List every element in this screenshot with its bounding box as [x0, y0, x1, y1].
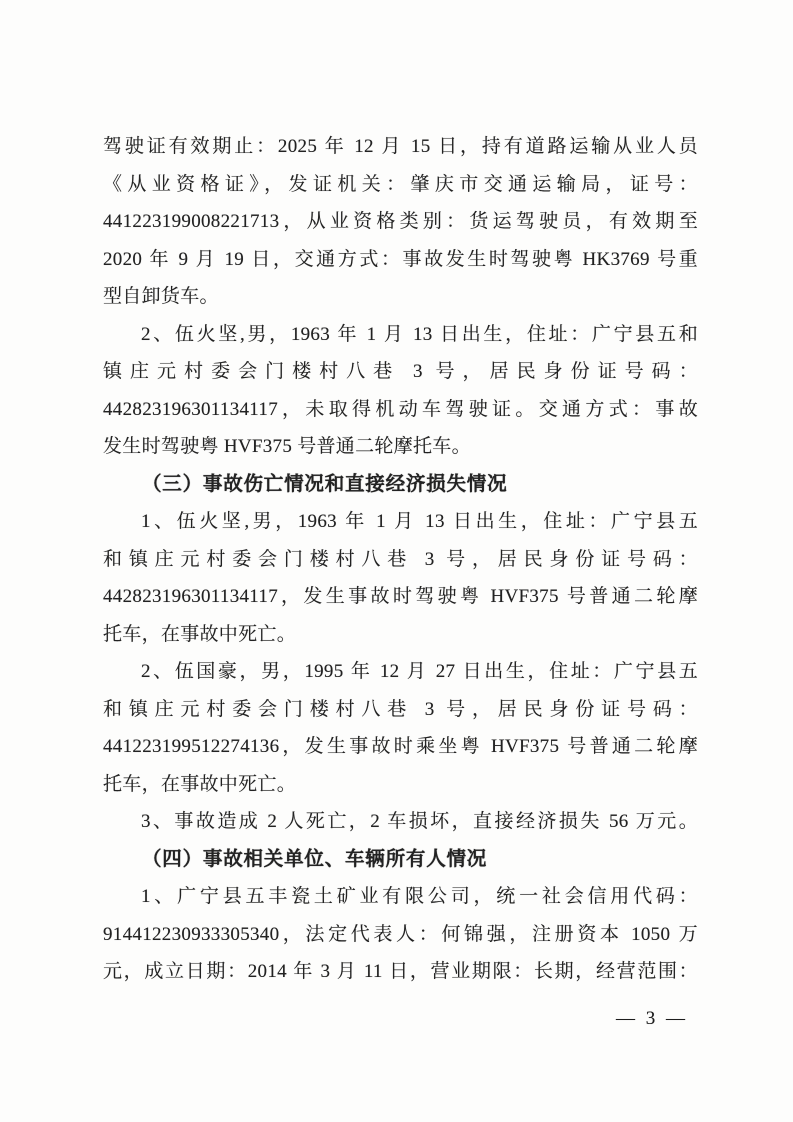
text-line: 元，成立日期：2014 年 3 月 11 日，营业期限：长期，经营范围：	[103, 961, 698, 982]
text-line: 和镇庄元村委会门楼村八巷 3 号，居民身份证号码：	[103, 698, 698, 720]
text-line: 1、广宁县五丰瓷土矿业有限公司，统一社会信用代码：	[141, 886, 698, 907]
paragraph-casualty-2	[103, 653, 698, 803]
text-line: 托车，在事故中死亡。	[103, 623, 297, 645]
section-heading-related-units: （四）事故相关单位、车辆所有人情况	[142, 848, 488, 870]
text-line: 《从业资格证》，发证机关：肇庆市交通运输局，证号：	[103, 173, 698, 195]
paragraph-driver-license-continued	[103, 128, 698, 316]
text-line: 发生时驾驶粤 HVF375 号普通二轮摩托车。	[103, 436, 471, 457]
text-line: 2、伍火坚,男，1963 年 1 月 13 日出生，住址：广宁县五和	[141, 323, 698, 345]
text-line: 驾驶证有效期止：2025 年 12 月 15 日，持有道路运输从业人员	[103, 136, 698, 157]
text-line: 442823196301134117，未取得机动车驾驶证。交通方式：事故	[103, 398, 698, 420]
section-heading-casualties: （三）事故伤亡情况和直接经济损失情况	[142, 473, 508, 495]
paragraph-casualty-1	[103, 503, 698, 653]
text-line: 3、事故造成 2 人死亡，2 车损坏，直接经济损失 56 万元。	[141, 811, 698, 832]
paragraph-motorcyclist	[103, 316, 698, 466]
text-line: 型自卸货车。	[103, 286, 219, 307]
text-line: 2020 年 9 月 19 日，交通方式：事故发生时驾驶粤 HK3769 号重	[103, 248, 698, 270]
text-line: 1、伍火坚,男，1963 年 1 月 13 日出生，住址：广宁县五	[141, 511, 698, 532]
text-line: 441223199008221713，从业资格类别：货运驾驶员，有效期至	[103, 211, 698, 232]
text-line: 442823196301134117，发生事故时驾驶粤 HVF375 号普通二轮摩	[103, 586, 698, 607]
page-number: — 3 —	[616, 1008, 688, 1029]
text-line: 2、伍国豪，男，1995 年 12 月 27 日出生，住址：广宁县五	[141, 661, 698, 682]
document-body	[103, 128, 698, 991]
text-line: 441223199512274136，发生事故时乘坐粤 HVF375 号普通二轮摩	[103, 736, 698, 757]
text-line: 914412230933305340，法定代表人：何锦强，注册资本 1050 万	[103, 923, 698, 945]
text-line: 和镇庄元村委会门楼村八巷 3 号，居民身份证号码：	[103, 548, 698, 570]
text-line: 托车，在事故中死亡。	[103, 773, 297, 795]
paragraph-losses-summary	[103, 803, 698, 841]
paragraph-company	[103, 878, 698, 991]
text-line: 镇庄元村委会门楼村八巷 3 号，居民身份证号码：	[103, 361, 698, 382]
